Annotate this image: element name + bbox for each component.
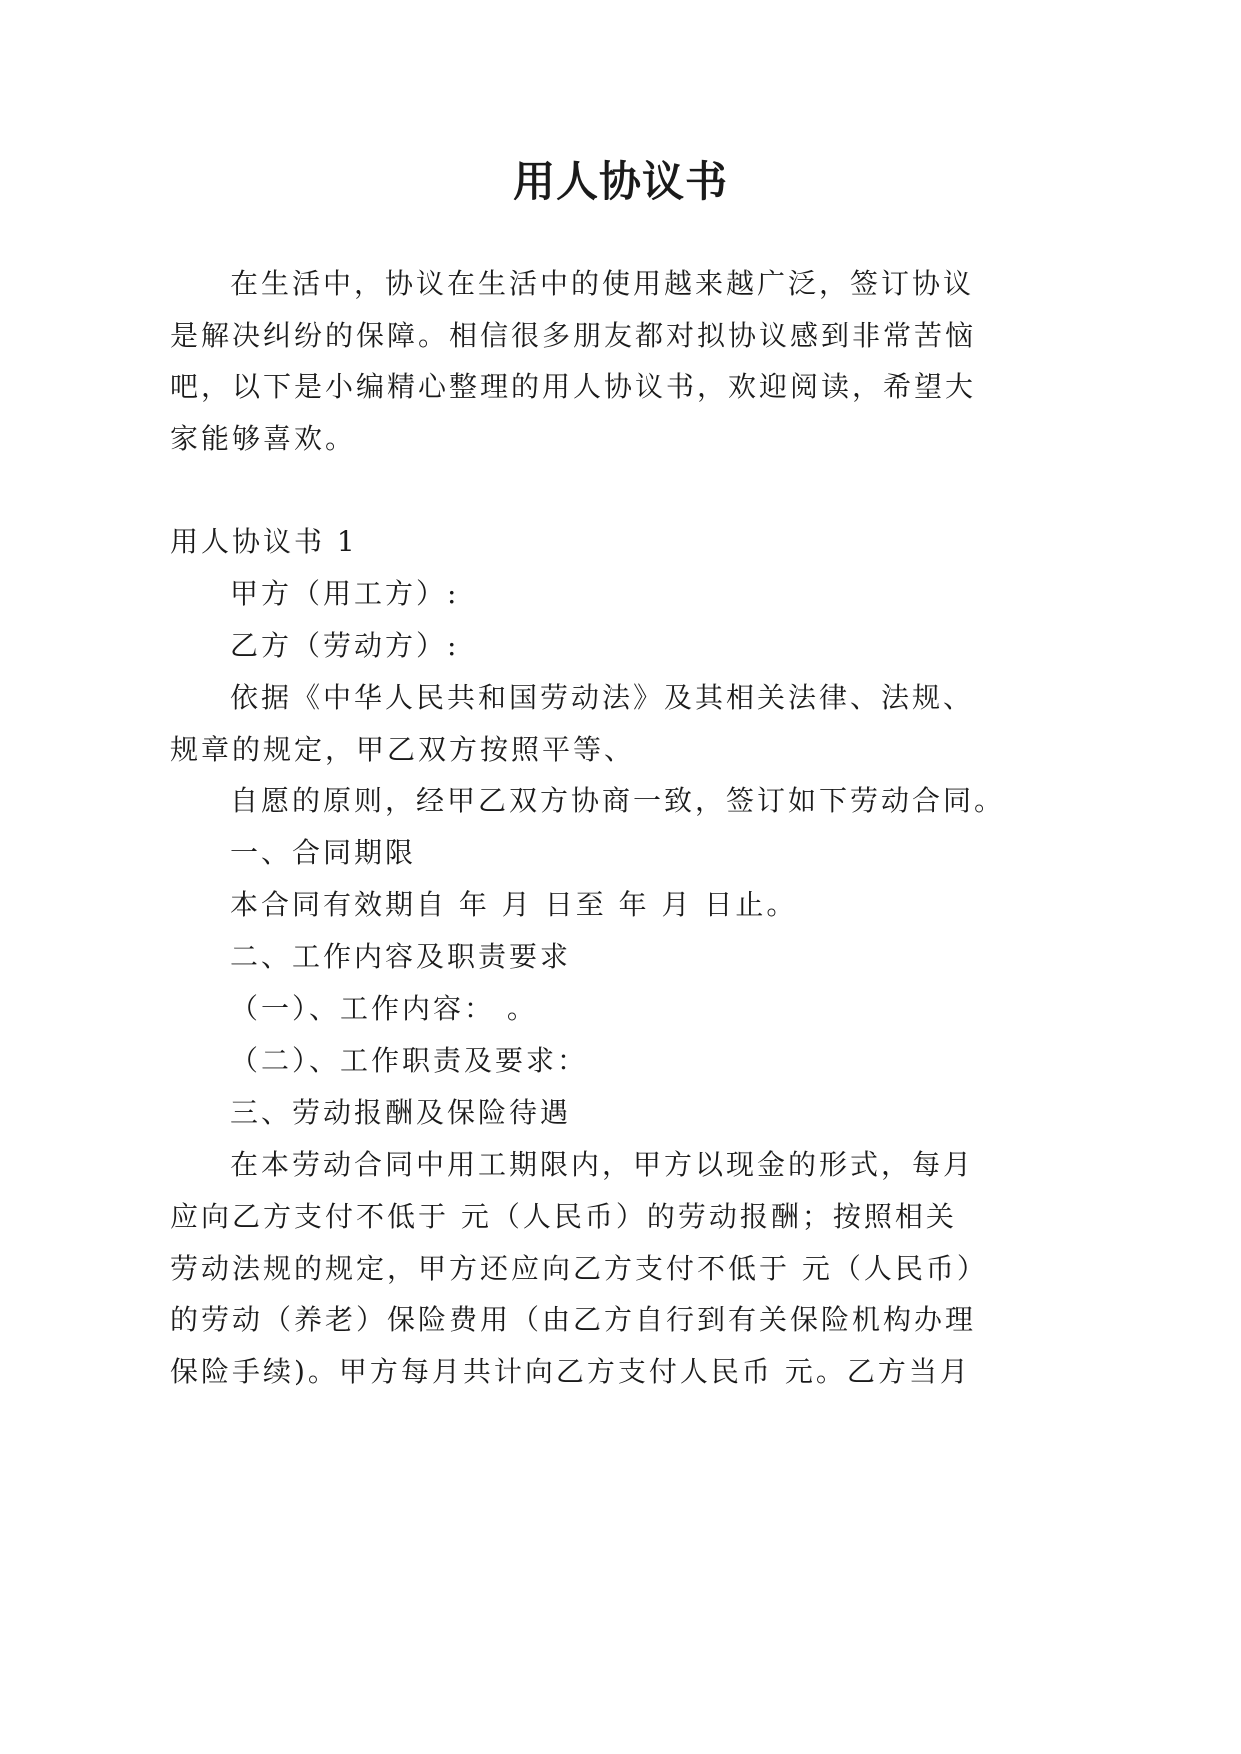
body-line: 规章的规定，甲乙双方按照平等、 <box>170 733 636 766</box>
intro-line: 是解决纠纷的保障。相信很多朋友都对拟协议感到非常苦恼 <box>170 319 977 352</box>
sub-clause: （一）、工作内容： 。 <box>230 992 538 1025</box>
body-line: 劳动法规的规定，甲方还应向乙方支付不低于 元（人民币） <box>170 1252 988 1285</box>
clause-heading: 二、工作内容及职责要求 <box>230 940 572 973</box>
intro-line: 家能够喜欢。 <box>170 422 357 455</box>
clause-heading: 三、劳动报酬及保险待遇 <box>230 1096 572 1129</box>
clause-heading: 一、合同期限 <box>230 836 417 869</box>
intro-line: 在生活中，协议在生活中的使用越来越广泛，签订协议 <box>230 267 975 300</box>
body-line: 在本劳动合同中用工期限内，甲方以现金的形式，每月 <box>230 1148 975 1181</box>
body-line: 本合同有效期自 年 月 日至 年 月 日止。 <box>230 888 798 921</box>
party-a-line: 甲方（用工方）: <box>230 577 460 610</box>
section-heading: 用人协议书 1 <box>170 525 358 558</box>
intro-line: 吧，以下是小编精心整理的用人协议书，欢迎阅读，希望大 <box>170 370 977 403</box>
body-line: 的劳动（养老）保险费用（由乙方自行到有关保险机构办理 <box>170 1303 977 1336</box>
body-line: 依据《中华人民共和国劳动法》及其相关法律、法规、 <box>230 681 975 714</box>
body-line: 自愿的原则，经甲乙双方协商一致，签订如下劳动合同。 <box>230 784 1006 817</box>
party-b-line: 乙方（劳动方）: <box>230 629 460 662</box>
body-line: 保险手续)。甲方每月共计向乙方支付人民币 元。乙方当月 <box>170 1355 971 1388</box>
body-line: 应向乙方支付不低于 元（人民币）的劳动报酬；按照相关 <box>170 1200 957 1233</box>
sub-clause: （二）、工作职责及要求： <box>230 1044 589 1077</box>
document-title: 用人协议书 <box>512 157 728 206</box>
